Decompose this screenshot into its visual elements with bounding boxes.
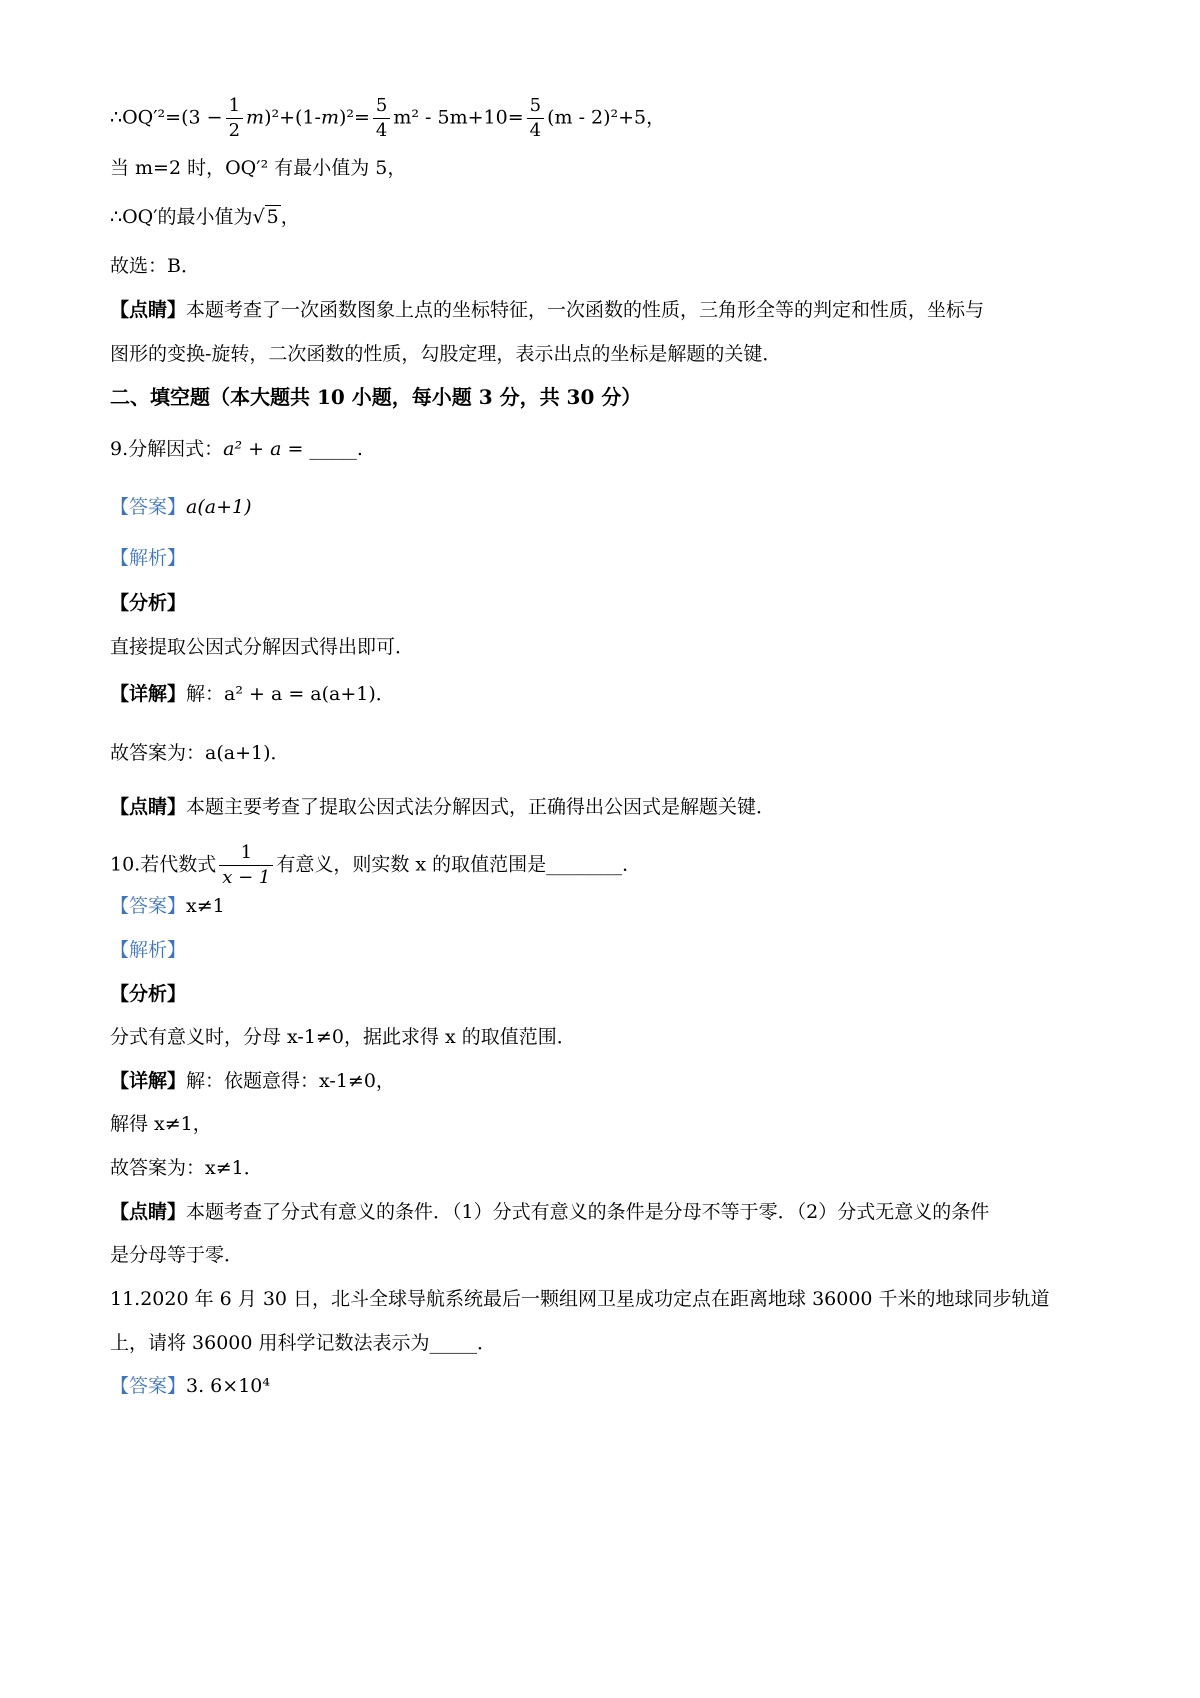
question-11: 11.2020 年 6 月 30 日，北斗全球导航系统最后一颗组网卫星成功定点在距离地球 36000 千米的地球同步轨道	[110, 1288, 1050, 1310]
question-9: 9.分解因式：a² + a = _____.	[110, 438, 363, 460]
text-line: 故答案为：a(a+1)．	[110, 742, 290, 764]
text-line: 图形的变换-旋转，二次函数的性质，勾股定理，表示出点的坐标是解题的关键．	[110, 343, 782, 365]
question-10: 10.若代数式 $\frac{1}{x - 1}$ 有意义，则实数 x 的取值范围是________．	[110, 842, 642, 888]
fraction: $\frac{1}{x - 1}$	[219, 843, 273, 888]
text-line: 【点睛】本题考查了分式有意义的条件．（1）分式有意义的条件是分母不等于零．（2）分式无意义的条件	[110, 1201, 990, 1223]
text-line: 直接提取公因式分解因式得出即可．	[110, 636, 415, 658]
formula-line: ∴OQ′²=(3 − $\frac{1}{2}$ m)²+(1-m)²= $\frac{5}{4}$ m² - 5m+10= $\frac{5}{4}$ (m - 2)²+5，	[110, 95, 666, 141]
text-line: 故答案为：x≠1．	[110, 1157, 263, 1179]
jiexi-tag: 【解析】	[110, 547, 187, 569]
answer-tag: 【答案】	[110, 1375, 187, 1397]
answer-line: 【答案】x≠1	[110, 895, 225, 917]
answer-tag: 【答案】	[110, 895, 187, 917]
fraction: $\frac{1}{2}$	[226, 96, 243, 141]
answer-line: 【答案】a(a+1)	[110, 496, 252, 518]
text-line: 【点睛】本题主要考查了提取公因式法分解因式，正确得出公因式是解题关键．	[110, 796, 776, 818]
text-line: 分式有意义时，分母 x-1≠0，据此求得 x 的取值范围．	[110, 1026, 576, 1048]
answer-tag: 【答案】	[110, 496, 187, 518]
text-line: 【点睛】本题考查了一次函数图象上点的坐标特征，一次函数的性质，三角形全等的判定和性质，坐标与	[110, 299, 985, 321]
text-line: ∴OQ′的最小值为√ 5 ，	[110, 206, 300, 228]
text-line: 故选：B．	[110, 255, 200, 277]
fenxi-tag: 【分析】	[110, 983, 187, 1005]
text-line: 是分母等于零．	[110, 1244, 244, 1266]
text-line: 【详解】解：依题意得：x-1≠0，	[110, 1070, 395, 1092]
fenxi-tag: 【分析】	[110, 592, 187, 614]
fraction: $\frac{5}{4}$	[527, 96, 544, 141]
section-title: 二、填空题（本大题共 10 小题，每小题 3 分，共 30 分）	[110, 385, 642, 409]
dianjing-tag: 【点睛】	[110, 299, 187, 321]
sqrt-symbol: √ 5	[252, 206, 279, 228]
text-line: 解得 x≠1，	[110, 1113, 212, 1135]
answer-line: 【答案】3. 6×10⁴	[110, 1375, 270, 1397]
jiexi-tag: 【解析】	[110, 939, 187, 961]
fraction: $\frac{5}{4}$	[373, 96, 390, 141]
text-line: 上，请将 36000 用科学记数法表示为_____．	[110, 1332, 497, 1354]
text-line: 当 m=2 时，OQ′² 有最小值为 5，	[110, 157, 407, 179]
text-line: 【详解】解：a² + a = a(a+1)．	[110, 683, 395, 705]
